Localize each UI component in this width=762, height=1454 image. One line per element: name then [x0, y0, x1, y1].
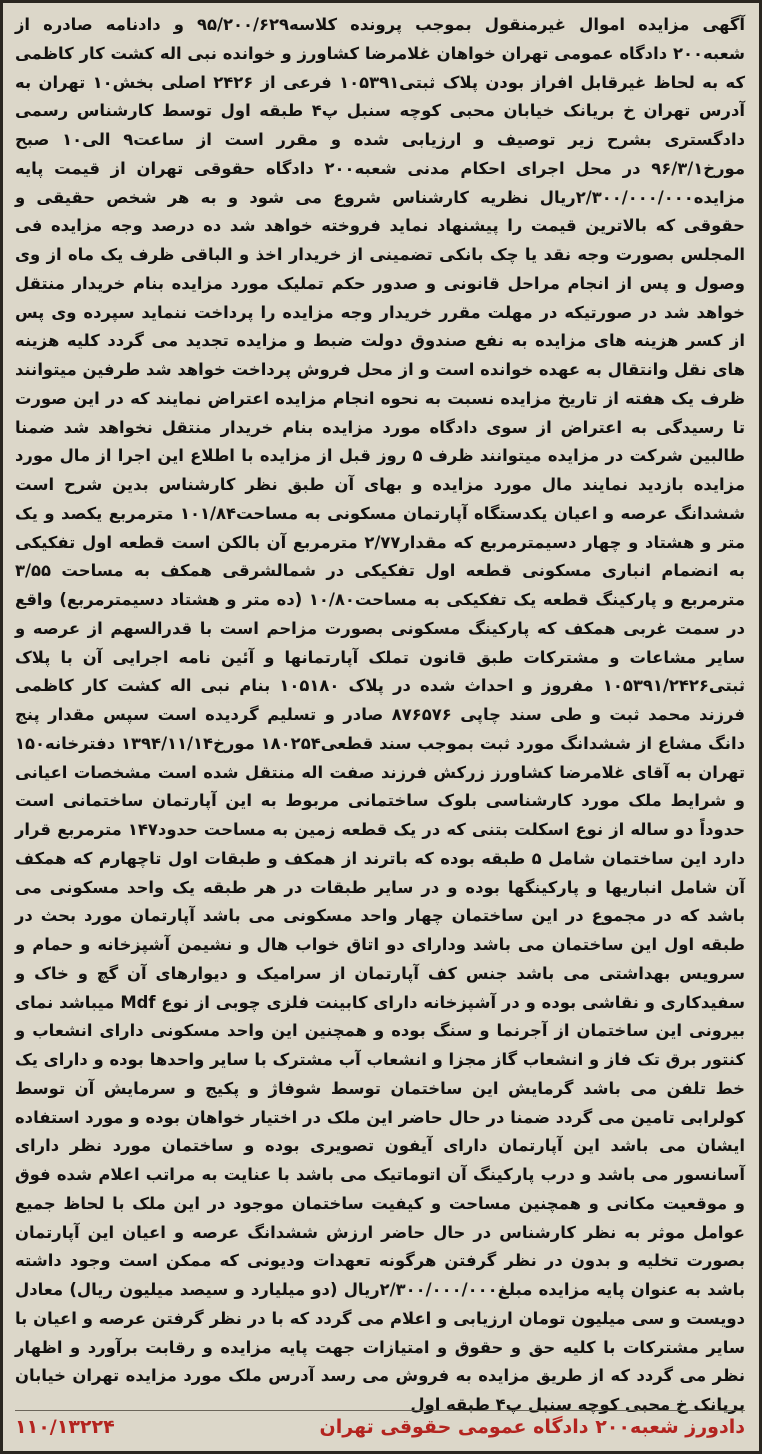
signature-line: دادورز شعبه۲۰۰ دادگاه عمومی حقوقی تهران [319, 1416, 745, 1438]
notice-body: آگهی مزایده اموال غیرمنقول بموجب پرونده کلاسه۹۵/۲۰۰/۶۲۹ و دادنامه صادره از شعبه۲۰۰ دادگاه عمومی تهران خواهان غلامرضا کشاورز و خوانده نبی اله کشت کار کاظمی که به لحاظ غیرقابل افراز بودن پلاک ثبتی۱۰۵۳۹۱ فرعی از ۲۴۲۶ اصلی بخش۱۰ تهران به آدرس تهران خ بریانک خیابان محبی کوچه سنبل پ۴ طبقه اول توسط کارشناس رسمی دادگستری بشرح زیر توصیف و ارزیابی شده و مقرر است از ساعت۹ الی۱۰ صبح مورخ۹۶/۳/۱ در محل اجرای احکام مدنی شعبه۲۰۰ دادگاه حقوقی تهران از قیمت پایه مزایده۲/۳۰۰/۰۰۰/۰۰۰ریال نظریه کارشناس شروع می شود و به هر شخص حقیقی و حقوقی که بالاترین قیمت را پیشنهاد نماید فروخته خواهد شد ده درصد وجه مزایده فی المجلس بصورت وجه نقد یا چک بانکی تضمینی از خریدار اخذ و الباقی ظرف یک ماه از وی وصول و پس از انجام مراحل قانونی و صدور حکم تملیک مورد مزایده بنام خریدار منتقل خواهد شد در صورتیکه در مهلت مقرر خریدار وجه مزایده را پرداخت ننماید سپرده وی پس از کسر هزینه های مزایده به نفع صندوق دولت ضبط و مزایده تجدید می گردد کلیه هزینه های نقل وانتقال به عهده خوانده است و از محل فروش پرداخت خواهد شد طرفین میتوانند ظرف یک هفته از تاریخ مزایده نسبت به نحوه انجام مزایده اعتراض نمایند که در این صورت تا رسیدگی به اعتراض از سوی دادگاه مورد مزایده بنام خریدار منتقل نخواهد شد ضمنا طالبین شرکت در مزایده میتوانند ظرف ۵ روز قبل از مزایده با اطلاع این اجرا از مال مورد مزایده بازدید نمایند مال مورد مزایده و بهای آن طبق نظر کارشناس بدین شرح است ششدانگ عرصه و اعیان یکدستگاه آپارتمان مسکونی به مساحت۱۰۱/۸۴ مترمربع یکصد و یک متر و هشتاد و چهار دسیمترمربع که مقدار۲/۷۷ مترمربع آن بالکن است قطعه اول تفکیکی به انضمام انباری مسکونی قطعه اول تفکیکی در شمالشرقی همکف به مساحت ۳/۵۵ مترمربع و پارکینگ قطعه یک تفکیکی به مساحت۱۰/۸۰ (ده متر و هشتاد دسیمترمربع) واقع در سمت غربی همکف که پارکینگ مسکونی بصورت مزاحم است با قدرالسهم از عرصه و سایر مشاعات و مشترکات طبق قانون تملک آپارتمانها و آئین نامه اجرایی آن با پلاک ثبتی۱۰۵۳۹۱/۲۴۲۶ مفروز و احداث شده در پلاک ۱۰۵۱۸۰ بنام نبی اله کشت کار کاظمی فرزند محمد ثبت و طی سند چاپی ۸۷۶۵۷۶ صادر و تسلیم گردیده است سپس مقدار پنج دانگ مشاع از ششدانگ مورد ثبت بموجب سند قطعی۱۸۰۲۵۴ مورخ۱۳۹۴/۱۱/۱۴ دفترخانه۱۵۰ تهران به آقای غلامرضا کشاورز زرکش فرزند صفت اله منتقل شده است مشخصات اعیانی و شرایط ملک مورد کارشناسی بلوک ساختمانی مربوط به این آپارتمان ساختمانی است حدوداً دو ساله از نوع اسکلت بتنی که در یک قطعه زمین به مساحت حدود۱۴۷ مترمربع قرار دارد این ساختمان شامل ۵ طبقه بوده که باترند از همکف و طبقات اول تاچهارم که همکف آن شامل انباریها و پارکینگها بوده و در سایر طبقات در هر طبقه یک واحد مسکونی می باشد که در مجموع در این ساختمان چهار واحد مسکونی می باشد آپارتمان مورد بحث در طبقه اول این ساختمان می باشد ودارای دو اتاق خواب هال و نشیمن آشپزخانه و حمام و سرویس بهداشتی می باشد جنس کف آپارتمان از سرامیک و دیوارهای آن گچ و خاک و سفیدکاری و نقاشی بوده و در آشپزخانه دارای کابینت فلزی چوبی از نوع Mdf میباشد نمای بیرونی این ساختمان از آجرنما و سنگ بوده و همچنین این واحد مسکونی دارای انشعاب و کنتور برق تک فاز و انشعاب گاز مجزا و انشعاب آب مشترک با سایر واحدها بوده و دارای یک خط تلفن می باشد گرمایش این ساختمان توسط شوفاژ و پکیج و سرمایش آن توسط کولرابی تامین می گردد ضمنا در حال حاضر این ملک در اختیار خواهان بوده و مورد استفاده ایشان می باشد این آپارتمان دارای آیفون تصویری بوده و ساختمان مورد نظر دارای آسانسور می باشد و درب پارکینگ آن اتوماتیک می باشد با عنایت به مراتب اعلام شده فوق و موقعیت مکانی و همچنین مساحت و کیفیت ساختمان موجود در این ملک با لحاظ جمیع عوامل موثر به نظر کارشناس در حال حاضر ارزش ششدانگ عرصه و اعیان این آپارتمان بصورت تخلیه و بدون در نظر گرفتن هرگونه تعهدات ودیونی که ممکن است وجود داشته باشد به عنوان پایه مزایده مبلغ۲/۳۰۰/۰۰۰/۰۰۰ریال (دو میلیارد و سیصد میلیون ریال) معادل دویست و سی میلیون تومان ارزیابی و اعلام می گردد که با در نظر گرفتن عرصه و اعیان با سایر مشترکات با کلیه حق و حقوق و امتیازات جهت پایه مزایده و رقابت برآورد و اظهار نظر می گردد که از طریق مزایده به فروش می رسد آدرس ملک مورد مزایده تهران خیابان بریانک خ محبی کوچه سنبل پ۴ طبقه اول [15, 15, 746, 1414]
reference-number: ۱۱۰/۱۳۲۲۴ [15, 1416, 115, 1438]
notice-footer [15, 1410, 745, 1443]
